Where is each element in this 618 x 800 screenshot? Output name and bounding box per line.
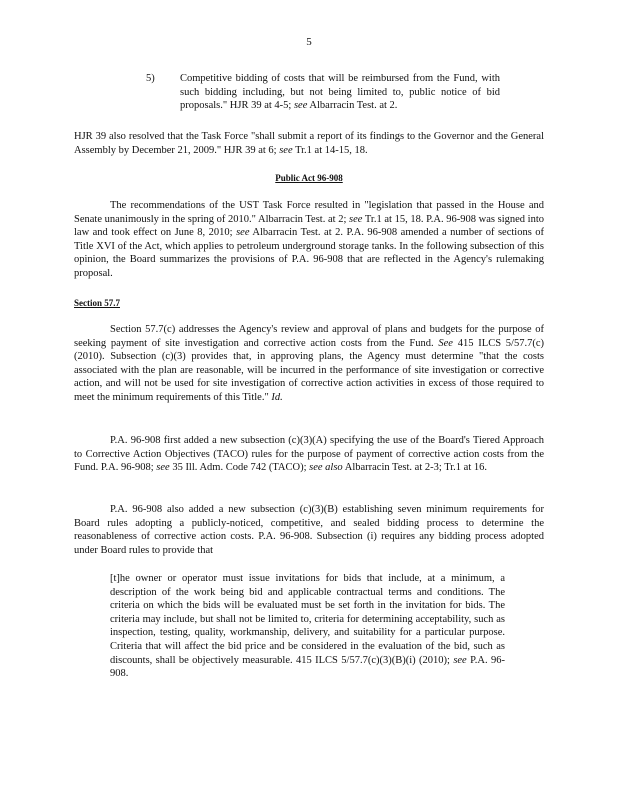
citation-signal: see xyxy=(156,462,170,474)
citation-signal: see xyxy=(236,227,250,239)
block-quote: [t]he owner or operator must issue invitations for bids that include, at a minimum, a description of the work being bid and applicable contractual terms and conditions. The criteria on which the bids will be evaluated must be set forth in the invitation for bids. The criteria may include, but shall not be limited to, criteria for determining acceptability, such as inspection, testing, quality, workmanship, delivery, and suitability for a particular purpose. Criteria that will affect the bid price and be considered in the evaluation of the bid, such as discounts, shall be objectively measurable. 415 ILCS 5/57.7(c)(3)(B)(i) (2010); see P.A. 96-908. xyxy=(110,573,506,680)
citation-signal: see also xyxy=(309,462,343,474)
citation: P.A. 96-908. xyxy=(110,654,506,680)
paragraph-recommendations: The recommendations of the UST Task Force resulted in "legislation that passed in the House and Senate unanimously in the spring of 2010." Albarracin Test. at 2; see Tr.1 at 15, 18. P.A. 96-908 was signed into law and took effect on June 8, 2010; see Albarracin Test. at 2. P.A. 96-908 amended a number of sections of Title XVI of the Act, which applies to petroleum underground storage tanks. In the following subsection of this opinion, the Board summarizes the provisions of P.A. 96-908 that are reflected in the Agency's rulemaking proposal. xyxy=(74,200,545,279)
list-marker: 5) xyxy=(146,73,155,84)
citation-signal: see xyxy=(279,144,293,156)
citation-signal: Id. xyxy=(271,391,283,403)
paragraph-section-57-7: Section 57.7(c) addresses the Agency's review and approval of plans and budgets for the purpose of seeking payment of site investigation and corrective action costs from the Fund. See 415 ILCS 5/57.7(c) (2010). Subsection (c)(3) provides that, in approving plans, the Agency must determine "that the costs associated with the plan are reasonable, will be incurred in the performance of site investigation or corrective action, and will not be used for site investigation of corrective action activities in excess of those required to meet the minimum requirements of this Title." Id. xyxy=(74,324,545,403)
citation-signal: see xyxy=(453,654,467,666)
citation-signal: see xyxy=(293,100,308,112)
heading-section: Section 57.7 xyxy=(74,298,120,308)
citation-signal: see xyxy=(349,213,363,225)
citation-signal: See xyxy=(438,337,453,349)
list-item-body: Competitive bidding of costs that will be reimbursed from the Fund, with such bidding including, but not being limited to, public notice of bid proposals." HJR 39 at 4-5; xyxy=(180,73,500,112)
paragraph-pa-first: P.A. 96-908 first added a new subsection (c)(3)(A) specifying the use of the Board's Tiered Approach to Corrective Action Objectives (TACO) rules for the purpose of payment of corrective action costs from the Fund. P.A. 96-908; see 35 Ill. Adm. Code 742 (TACO); see also Albarracin Test. at 2-3; Tr.1 at 16. xyxy=(74,435,544,474)
heading-public-act: Public Act 96-908 xyxy=(275,173,343,183)
list-item-text xyxy=(180,72,500,113)
citation: Tr.1 at 14-15, 18. xyxy=(295,144,368,156)
page-number: 5 xyxy=(306,36,312,48)
citation: Albarracin Test. at 2. xyxy=(309,100,398,112)
paragraph-pa-second: P.A. 96-908 also added a new subsection (c)(3)(B) establishing seven minimum requirements for Board rules adopting a publicly-noticed, competitive, and sealed bidding process to determine the reasonableness of corrective action costs. P.A. 96-908. Subsection (i) requires any bidding process adopted under Board rules to provide that xyxy=(74,504,544,556)
paragraph-hjr xyxy=(74,130,544,157)
paragraph-text: HJR 39 also resolved that the Task Force "shall submit a report of its findings to the Governor and the General Assembly by December 21, 2009." HJR 39 at 6; xyxy=(74,131,544,156)
